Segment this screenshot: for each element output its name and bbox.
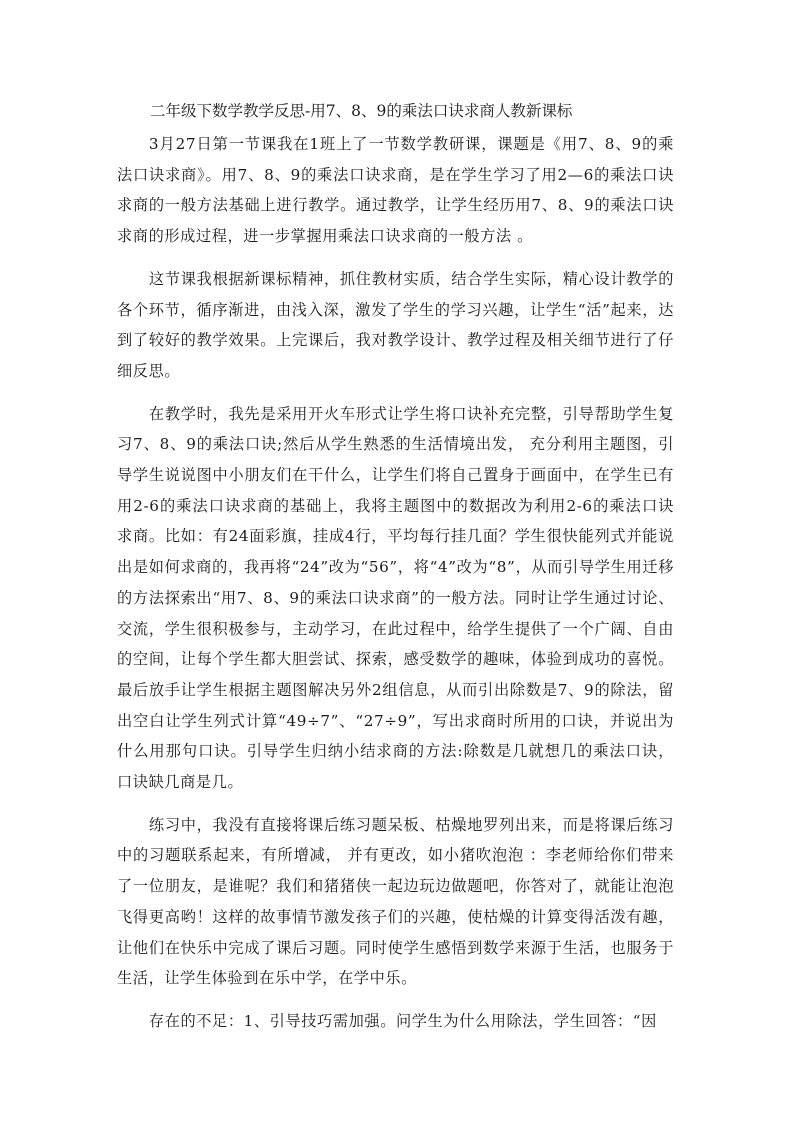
paragraph-practice: 练习中，我没有直接将课后练习题呆板、枯燥地罗列出来，而是将课后练习中的习题联系起来，有所增减， 并有更改，如小猪吹泡泡 ：李老师给你们带来了一位朋友，是谁呢？我们和猪猪侠一起边玩边做题吧，你答对了，就能让泡泡飞得更高哟！这样的故事情节激发孩子们的兴趣，使枯燥的计算变得活泼有趣，让他们在快乐中完成了课后习题。同时使学生感悟到数学来源于生活，也服务于生活，让学生体验到在乐中学，在学中乐。 [117, 815, 674, 988]
paragraph-shortcomings: 存在的不足：1、引导技巧需加强。问学生为什么用除法，学生回答：“因 [148, 1011, 657, 1030]
document-title: 二年级下数学教学反思-用7、8、9的乘法口诀求商人教新课标 [150, 102, 573, 120]
paragraph-teaching: 在教学时，我先是采用开火车形式让学生将口诀补充完整，引导帮助学生复习7、8、9的乘法口诀;然后从学生熟悉的生活情境出发， 充分利用主题图，引导学生说说图中小朋友们在干什么，让学生们将自己置身于画面中，在学生已有用2-6的乘法口诀求商的基础上，我将主题图中的数据改为利用2-6的乘法口诀求商。比如：有24面彩旗，挂成4行，平均每行挂几面？学生很快能列式并能说出是如何求商的，我再将“24”改为“56”，将“4”改为“8”，从而引导学生用迁移的方法探索出“用7、8、9的乘法口诀求商”的一般方法。同时让学生通过讨论、交流，学生很积极参与，主动学习，在此过程中，给学生提供了一个广阔、自由的空间，让每个学生都大胆尝试、探索，感受数学的趣味，体验到成功的喜悦。最后放手让学生根据主题图解决另外2组信息，从而引出除数是7、9的除法，留出空白让学生列式计算“49÷7”、“27÷9”，写出求商时所用的口诀，并说出为什么用那句口诀。引导学生归纳小结求商的方法:除数是几就想几的乘法口诀，口诀缺几商是几。 [117, 404, 674, 792]
paragraph-overview: 这节课我根据新课标精神，抓住教材实质，结合学生实际，精心设计教学的各个环节，循序渐进，由浅入深，激发了学生的学习兴趣，让学生“活”起来，达到了较好的教学效果。上完课后，我对教学设计、教学过程及相关细节进行了仔细反思。 [117, 269, 674, 380]
document-body [117, 129, 674, 1037]
paragraph-intro: 3月27日第一节课我在1班上了一节数学教研课，课题是《用7、8、9的乘法口诀求商》。用7、8、9的乘法口诀求商，是在学生学习了用2—6的乘法口诀求商的一般方法基础上进行教学。通过教学，让学生经历用7、8、9的乘法口诀求商的形成过程，进一步掌握用乘法口诀求商的一般方法 。 [117, 135, 674, 246]
